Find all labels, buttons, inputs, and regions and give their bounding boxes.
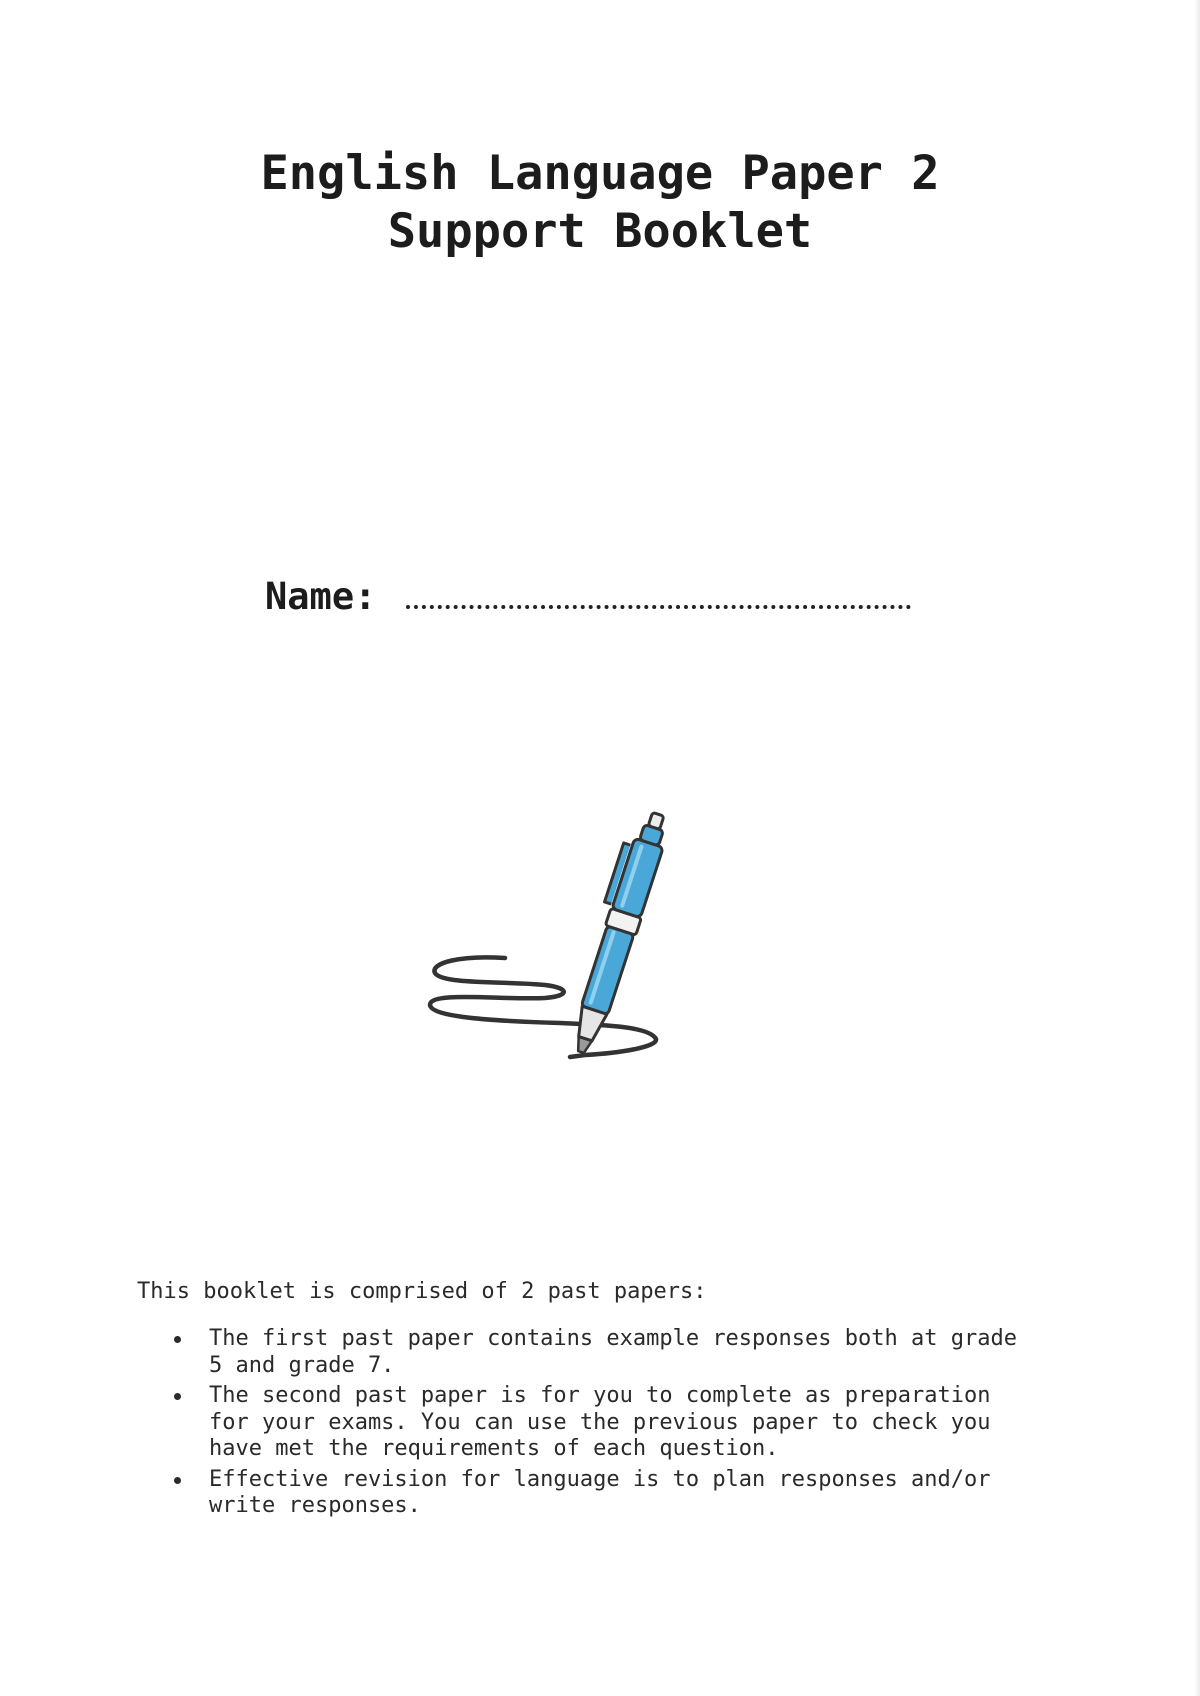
list-item-text: Effective revision for language is to plan responses and/or write responses. <box>209 1466 991 1518</box>
bullet-icon <box>174 1393 181 1400</box>
bullet-icon <box>174 1477 181 1484</box>
name-label: Name: <box>265 575 377 618</box>
pen-writing-icon <box>420 795 720 1085</box>
bullet-list <box>170 1326 1020 1524</box>
bullet-icon <box>174 1336 181 1343</box>
list-item <box>170 1467 1020 1520</box>
list-item-text: The first past paper contains example responses both at grade 5 and grade 7. <box>209 1326 1017 1378</box>
page-title <box>0 145 1200 261</box>
list-item-text: The second past paper is for you to complete as preparation for your exams. You can use the previous paper to check you have met the requirements of each question. <box>209 1383 991 1461</box>
title-line-2: Support Booklet <box>387 204 813 259</box>
intro-text: This booklet is comprised of 2 past papers: <box>137 1279 707 1304</box>
list-item <box>170 1326 1020 1379</box>
name-dotted-line[interactable] <box>406 601 911 609</box>
name-field-row <box>265 575 911 618</box>
title-line-1: English Language Paper 2 <box>260 146 940 201</box>
list-item <box>170 1383 1020 1463</box>
